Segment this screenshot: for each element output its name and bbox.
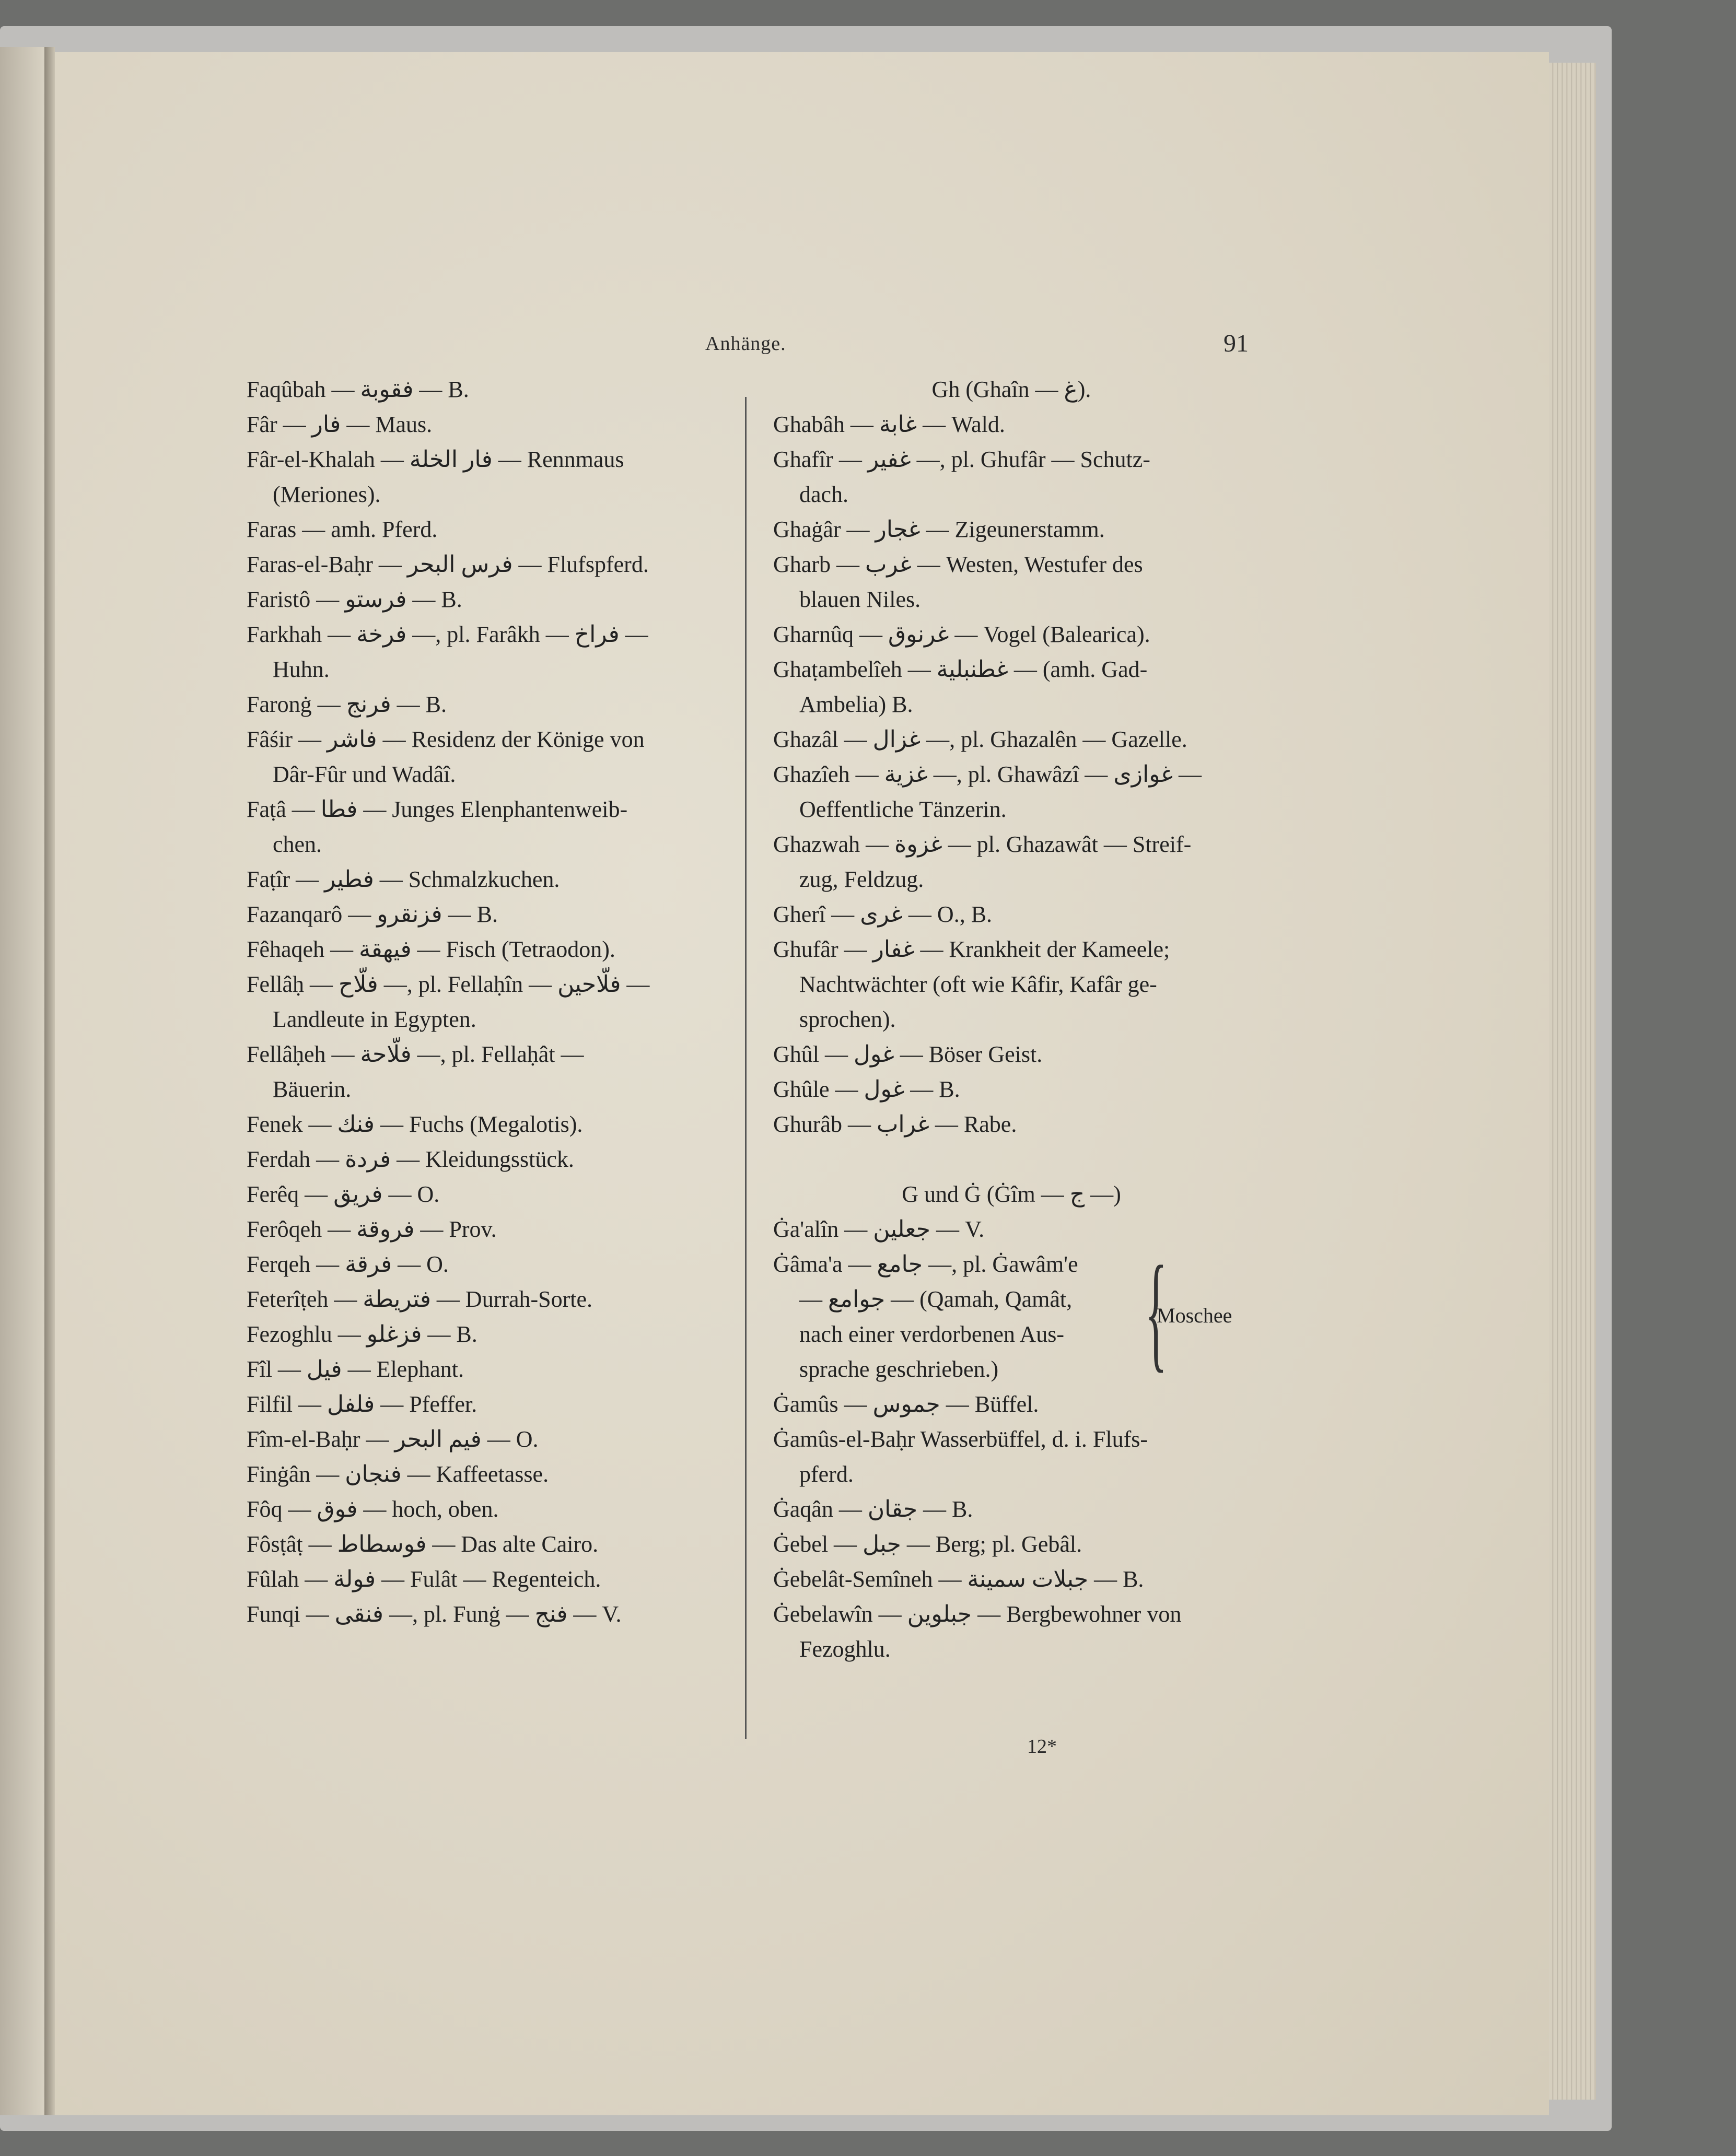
glossary-left-line: Ferqeh — فرقة — O. [247,1251,449,1277]
glossary-gh-line: Ghaṭambelîeh — غطنبلية — (amh. Gad- [773,657,1148,682]
glossary-left-line: Fîl — فيل — Elephant. [247,1356,464,1382]
glossary-left-line: Ferôqeh — فروقة — Prov. [247,1216,497,1242]
glossary-gh-line: Ghûle — غول — B. [773,1076,960,1102]
book-gutter [44,47,55,2115]
glossary-gh-line: Ghufâr — غفار — Krankheit der Kameele; [773,936,1170,962]
glossary-gh-line: Ghurâb — غراب — Rabe. [773,1111,1017,1137]
glossary-left-line: Fezoghlu — فزغلو — B. [247,1321,477,1347]
glossary-g-line: Ġebelât-Semîneh — جبلات سمينة — B. [773,1566,1144,1592]
glossary-left-line: Ferêq — فريق — O. [247,1181,440,1207]
glossary-left-line: (Meriones). [273,482,381,507]
glossary-gh-line: Ghûl — غول — Böser Geist. [773,1041,1043,1067]
glossary-gh-line: zug, Feldzug. [799,866,924,892]
glossary-left-line: Feterîṭeh — فتريطة — Durrah-Sorte. [247,1286,593,1312]
glossary-left-line: Fâr — فار — Maus. [247,412,433,437]
glossary-left-line: Fôsṭâṭ — فوسطاط — Das alte Cairo. [247,1531,599,1557]
glossary-gh-line: Ghazîeh — غزية —, pl. Ghawâzî — غوازى — [773,761,1202,787]
glossary-left-line: Fenek — فنك — Fuchs (Megalotis). [247,1111,583,1137]
glossary-left-line: Farkhah — فرخة —, pl. Farâkh — فراخ — [247,622,648,647]
glossary-moschee-line: nach einer verdorbenen Aus- [799,1321,1065,1347]
left-page-edge [0,47,44,2115]
glossary-gh-line: dach. [799,482,849,507]
glossary-left-line: Fellâḥ — فلّاح —, pl. Fellaḥîn — فلّاحين — [247,971,650,997]
glossary-left-line: Faras-el-Baḥr — فرس البحر — Flufspferd. [247,552,649,577]
page-stack-edge [1549,63,1596,2100]
glossary-left-line: Faṭîr — فطير — Schmalzkuchen. [247,866,560,892]
glossary-gh-line: Ghabâh — غابة — Wald. [773,412,1005,437]
moschee-entry [773,1239,1250,1387]
glossary-left-line: Faqûbah — فقوبة — B. [247,377,469,402]
left-column [247,372,723,1632]
glossary-left-line: Fêhaqeh — فيهقة — Fisch (Tetraodon). [247,936,615,962]
glossary-left-line: chen. [273,831,322,857]
glossary-gh-line: Ghazwah — غزوة — pl. Ghazawât — Streif- [773,831,1192,857]
blank-line [773,1142,1250,1177]
glossary-g-line: Ġebel — جبل — Berg; pl. Gebâl. [773,1531,1082,1557]
glossary-moschee-line: Ġâma'a — جامع —, pl. Ġawâm'e [773,1251,1078,1277]
glossary-left-line: Fâr-el-Khalah — فار الخلة — Rennmaus [247,447,624,472]
glossary-gh-line: Ghaġâr — غجار — Zigeunerstamm. [773,517,1105,542]
glossary-left-line: Bäuerin. [273,1076,352,1102]
glossary-gh-line: Gharnûq — غرنوق — Vogel (Balearica). [773,622,1150,647]
glossary-gh-line: Ghafîr — غفير —, pl. Ghufâr — Schutz- [773,447,1150,472]
glossary-g-line: Ġebelawîn — جبلوين — Bergbewohner von [773,1601,1182,1627]
glossary-left-line: Fôq — فوق — hoch, oben. [247,1496,499,1522]
entries-gh [773,407,1250,1142]
glossary-left-line: Faristô — فرستو — B. [247,587,462,612]
glossary-left-line: Faṭâ — فطا — Junges Elenphantenweib- [247,796,628,822]
glossary-g-line: Ġamûs-el-Baḥr Wasserbüffel, d. i. Flufs- [773,1426,1148,1452]
glossary-left-line: Fâśir — فاشر — Residenz der Könige von [247,727,645,752]
glossary-g-line: pferd. [799,1461,854,1487]
glossary-gh-line: Gherî — غرى — O., B. [773,901,993,927]
glossary-left-line: Fûlah — فولة — Fulât — Regenteich. [247,1566,601,1592]
glossary-moschee-line: sprache geschrieben.) [799,1356,999,1382]
glossary-g-line: Ġa'alîn — جعلين — V. [773,1216,985,1242]
curly-brace: { [1145,1239,1167,1384]
glossary-left-line: Huhn. [273,657,330,682]
brace-label: Moschee [1157,1304,1232,1327]
glossary-gh-line: Oeffentliche Tänzerin. [799,796,1007,822]
glossary-gh-line: sprochen). [799,1006,896,1032]
entries-g-rest [773,1387,1250,1667]
running-head: Anhänge. [705,333,786,355]
glossary-left-line: Funqi — فنقى —, pl. Funġ — فنج — V. [247,1601,622,1627]
column-divider [745,397,747,1739]
page-number: 91 [1224,330,1249,357]
printer-signature: 12* [1027,1736,1057,1757]
glossary-left-line: Finġân — فنجان — Kaffeetasse. [247,1461,549,1487]
glossary-left-line: Dâr-Fûr und Wadâî. [273,761,456,787]
glossary-left-line: Fellâḥeh — فلّاحة —, pl. Fellaḥât — [247,1041,584,1067]
glossary-left-line: Fîm-el-Baḥr — فيم البحر — O. [247,1426,539,1452]
section-heading-g: G und Ġ (Ġîm — ج —) [902,1181,1121,1207]
glossary-g-line: Ġaqân — جقان — B. [773,1496,973,1522]
right-column [773,372,1250,1667]
glossary-gh-line: Gharb — غرب — Westen, Westufer des [773,552,1143,577]
glossary-gh-line: blauen Niles. [799,587,921,612]
entries-g-start [773,1212,1250,1247]
glossary-g-line: Fezoghlu. [799,1636,891,1662]
glossary-gh-line: Ghazâl — غزال —, pl. Ghazalên — Gazelle. [773,727,1187,752]
glossary-left-line: Ferdah — فردة — Kleidungsstück. [247,1146,574,1172]
glossary-left-line: Fazanqarô — فزنقرو — B. [247,901,498,927]
glossary-left-line: Filfil — فلفل — Pfeffer. [247,1391,477,1417]
glossary-left-line: Landleute in Egypten. [273,1006,476,1032]
glossary-left-line: Faras — amh. Pferd. [247,517,438,542]
section-heading-gh: Gh (Ghaîn — غ). [931,377,1091,402]
glossary-gh-line: Nachtwächter (oft wie Kâfir, Kafâr ge- [799,971,1157,997]
glossary-moschee-line: — جوامع — (Qamah, Qamât, [799,1286,1073,1312]
glossary-gh-line: Ambelia) B. [799,692,913,717]
glossary-g-line: Ġamûs — جموس — Büffel. [773,1391,1039,1417]
glossary-left-line: Faronġ — فرنج — B. [247,692,447,717]
